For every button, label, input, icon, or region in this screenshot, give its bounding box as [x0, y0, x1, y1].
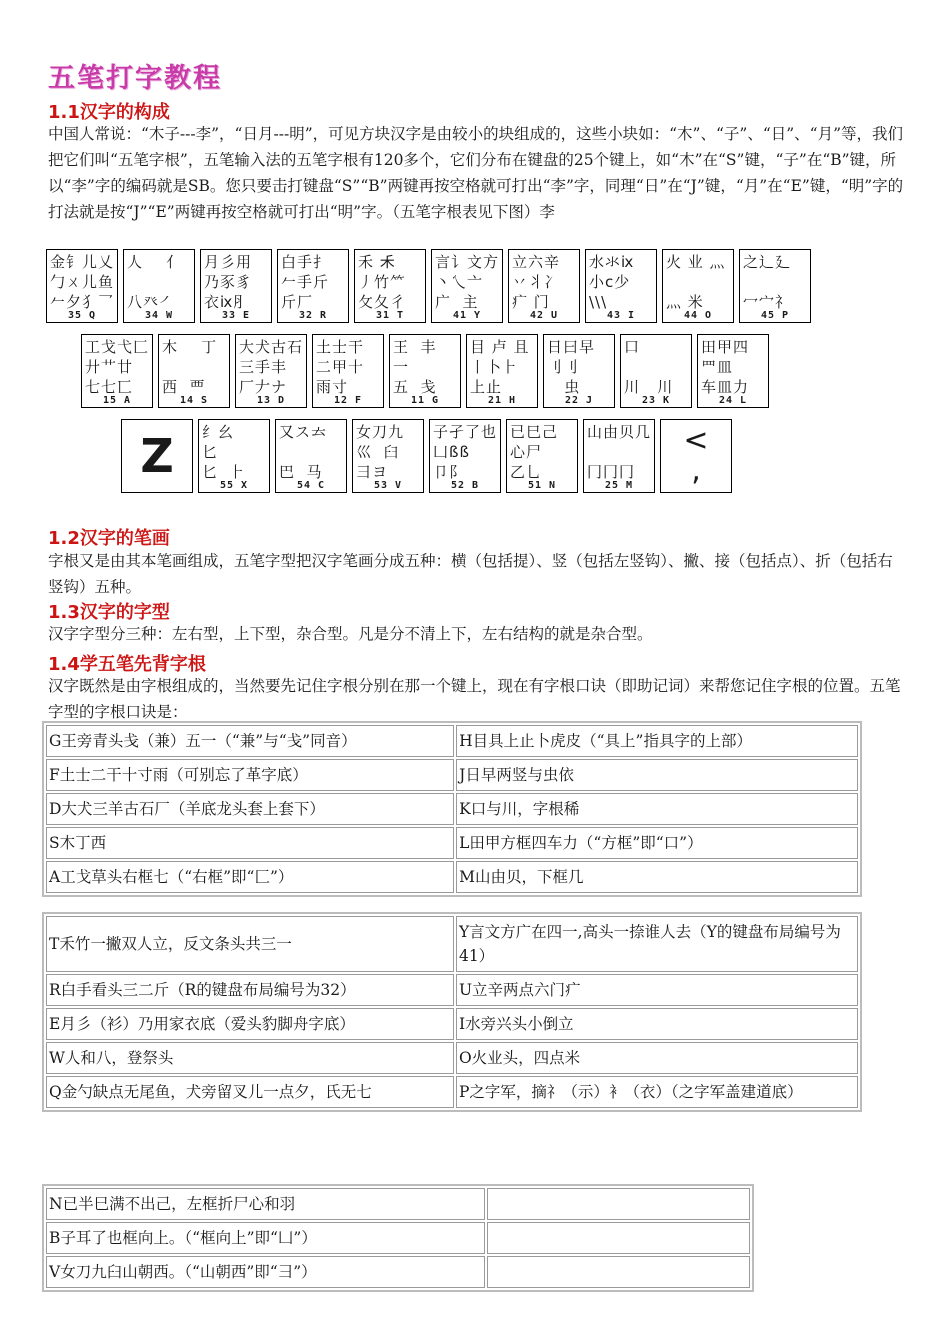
section-body-1-2: 字根又是由其本笔画组成，五笔字型把汉字笔画分成五种：横（包括提）、竖（包括左竖钩）、撇、接（包括点）、折（包括右竖钩）五种。 [48, 552, 893, 596]
key-roots: 金钅儿乂 勹ㄨ儿鱼 𠂉夕犭乛 [50, 253, 115, 311]
keyboard-key [620, 334, 692, 408]
key-code: 51 N [527, 480, 557, 491]
keyboard-key [662, 249, 734, 323]
key-punctuation: < , [683, 423, 709, 488]
key-code: 31 T [375, 310, 405, 321]
keyboard-key [277, 249, 349, 323]
key-code: 33 E [221, 310, 251, 321]
table-cell: S木丁西 [46, 827, 454, 859]
keyboard-key [235, 334, 307, 408]
keyboard-key [697, 334, 769, 408]
key-roots: 工戈弋匚 廾艹廿 七七匸 [85, 338, 150, 396]
key-roots: 目 卢 且 丨卜⺊ 上止 [470, 338, 530, 396]
table-cell: N已半巳满不出己，左框折尸心和羽 [46, 1188, 485, 1220]
keyboard-key [389, 334, 461, 408]
key-roots: 禾 𥝌 丿竹⺮ 攵夂彳 [358, 253, 407, 311]
key-roots: 大犬古石 三手丰 厂𠂇ナ [239, 338, 304, 396]
table-cell: G王旁青头戋（兼）五一（“兼”与“戋”同音） [46, 725, 454, 757]
table-cell: A工戈草头右框七（“右框”即“匚”） [46, 861, 454, 893]
keyboard-key [46, 249, 118, 323]
key-roots: 日曰早 刂刂 虫 [547, 338, 596, 396]
key-roots: 土士干 二甲十 雨寸 [316, 338, 365, 396]
table-cell [487, 1256, 750, 1288]
key-roots: 子孑了也 凵ßß 卩阝 [433, 423, 498, 481]
key-roots: 之辶廴 冖宀礻 [743, 253, 792, 311]
key-code: 35 Q [67, 310, 97, 321]
section-heading-1-3: 1.3汉字的字型 [48, 602, 170, 623]
key-roots: 人 亻 八癶㇒ [127, 253, 183, 311]
key-code: 24 L [718, 395, 748, 406]
table-cell: E月彡（衫）乃用家衣底（爱头豹脚舟字底） [46, 1008, 454, 1040]
table-cell: W人和八，登祭头 [46, 1042, 454, 1074]
keyboard-key [198, 419, 270, 493]
keyboard-key [354, 249, 426, 323]
key-code: 14 S [179, 395, 209, 406]
keyboard-key [200, 249, 272, 323]
keyboard-row-1 [46, 249, 811, 323]
table-row [46, 974, 858, 1006]
keyboard-key [352, 419, 424, 493]
key-code: 21 H [487, 395, 517, 406]
table-cell: K口与川，字根稀 [456, 793, 858, 825]
table-cell: Y言文方广在四一,高头一捺谁人去（Y的键盘布局编号为41） [456, 916, 858, 972]
section-body-1-1: 中国人常说：“木子---李”，“日月---明”，可见方块汉字是由较小的块组成的，这些小块如：“木”、“子”、“日”、“月”等，我们把它们叫“五笔字根”，五笔输入法的五笔字根有120多个，它们分布在键盘的25个键上，如“木”在“S”键，“子”在“B”键，所以“李”字的编码就是SB。您只要击打键盘“S”“B”两键再按空格就可打出“李”字，同理“日”在“J”键，“月”在“E”键，“明”字的打法就是按“J”“E”两键再按空格就可打出“明”字。（五笔字根表见下图）李 [48, 125, 904, 221]
table-row [46, 725, 858, 757]
table-cell: J日早两竖与虫依 [456, 759, 858, 791]
key-roots: 言讠文方 丶乀亠 广 主 [435, 253, 500, 311]
table-cell [487, 1222, 750, 1254]
section-heading-1-1: 1.1汉字的构成 [48, 102, 170, 123]
table-row [46, 1076, 858, 1108]
key-roots: 已巳己 心尸 乙乚 [510, 423, 559, 481]
table-cell: T禾竹一撇双人立，反文条头共三一 [46, 916, 454, 972]
table-row [46, 1008, 858, 1040]
table-cell: R白手看头三二斤（R的键盘布局编号为32） [46, 974, 454, 1006]
keyboard-key [583, 419, 655, 493]
keyboard-key [466, 334, 538, 408]
keyboard-key [543, 334, 615, 408]
table-cell [487, 1188, 750, 1220]
keyboard-key [275, 419, 347, 493]
table-row [46, 1042, 858, 1074]
key-roots: 月彡用 乃豕豸 衣ⅸ⺼ [204, 253, 253, 311]
section-heading-1-4: 1.4学五笔先背字根 [48, 654, 206, 675]
key-roots: 水氺ⅸ 小ⅽ少 \\\ [589, 253, 635, 311]
key-roots: 白手扌 𠂉手斤 斤厂 [281, 253, 330, 311]
key-roots: 王 丰 一 五 戋 [393, 338, 437, 396]
table-row [46, 759, 858, 791]
key-roots: 女刀九 巛 臼 彐ヨ [356, 423, 405, 481]
keyboard-key [585, 249, 657, 323]
table-row [46, 916, 858, 972]
key-code: 25 M [604, 480, 634, 491]
keyboard-key [312, 334, 384, 408]
table-row [46, 827, 858, 859]
key-code: 53 V [373, 480, 403, 491]
key-roots: 山由贝几 冂冂冂 [587, 423, 652, 481]
table-row [46, 1222, 750, 1254]
section-body-1-3: 汉字字型分三种：左右型，上下型，杂合型。凡是分不清上下，左右结构的就是杂合型。 [48, 625, 653, 643]
keyboard-key [506, 419, 578, 493]
roots-table-2 [42, 912, 862, 1112]
keyboard-key [429, 419, 501, 493]
keyboard-key [158, 334, 230, 408]
key-code: 32 R [298, 310, 328, 321]
keyboard-key [123, 249, 195, 323]
table-cell: P之字军，摘礻（示）衤（衣）（之字军盖建道底） [456, 1076, 858, 1108]
roots-table-1 [42, 721, 862, 897]
key-roots: 纟幺 匕 匕 ⺊ [202, 423, 246, 481]
key-code: 13 D [256, 395, 286, 406]
key-code: 11 G [410, 395, 440, 406]
table-cell: D大犬三羊古石厂（羊底龙头套上套下） [46, 793, 454, 825]
keyboard-key [81, 334, 153, 408]
section-heading-1-2: 1.2汉字的笔画 [48, 528, 170, 549]
keyboard-key [508, 249, 580, 323]
keyboard-row-2 [81, 334, 769, 408]
table-cell: H目具上止卜虎皮（“具上”指具字的上部） [456, 725, 858, 757]
key-code: 55 X [219, 480, 249, 491]
keyboard-key [431, 249, 503, 323]
key-code: 34 W [144, 310, 174, 321]
keyboard-key [660, 419, 732, 493]
key-code: 41 Y [452, 310, 482, 321]
key-code: 22 J [564, 395, 594, 406]
table-cell: M山由贝，下框几 [456, 861, 858, 893]
roots-table-3 [42, 1184, 754, 1292]
section-body-1-4: 汉字既然是由字根组成的，当然要先记住字根分别在那一个键上，现在有字根口诀（即助记词）来帮您记住字根的位置。五笔字型的字根口诀是： [48, 677, 901, 721]
key-code: 44 O [683, 310, 713, 321]
table-cell: I水旁兴头小倒立 [456, 1008, 858, 1040]
key-roots: 火 业 灬 灬 米 [666, 253, 726, 311]
table-cell: L田甲方框四车力（“方框”即“口”） [456, 827, 858, 859]
keyboard-key [739, 249, 811, 323]
key-code: 54 C [296, 480, 326, 491]
keyboard-row-3 [121, 419, 732, 493]
key-roots: 口 川 川 [624, 338, 674, 396]
key-roots: 田甲四 罒皿 车皿力 [701, 338, 750, 396]
table-cell: F土士二干十寸雨（可别忘了革字底） [46, 759, 454, 791]
table-row [46, 1256, 750, 1288]
key-roots: 木 丁 西 覀 [162, 338, 218, 396]
table-row [46, 861, 858, 893]
table-cell: V女刀九臼山朝西。（“山朝西”即“彐”） [46, 1256, 485, 1288]
key-code: 45 P [760, 310, 790, 321]
key-code: 23 K [641, 395, 671, 406]
table-row [46, 1188, 750, 1220]
key-roots: 又ス𠫓 巴 马 [279, 423, 328, 481]
key-letter: Z [140, 429, 174, 483]
keyboard-key [121, 419, 193, 493]
table-cell: Q金勺缺点无尾鱼，犬旁留叉儿一点夕，氏无七 [46, 1076, 454, 1108]
table-cell: U立辛两点六门疒 [456, 974, 858, 1006]
table-row [46, 793, 858, 825]
key-code: 43 I [606, 310, 636, 321]
table-cell: O火业头，四点米 [456, 1042, 858, 1074]
key-code: 12 F [333, 395, 363, 406]
table-cell: B子耳了也框向上。（“框向上”即“凵”） [46, 1222, 485, 1254]
key-code: 15 A [102, 395, 132, 406]
key-code: 42 U [529, 310, 559, 321]
key-roots: 立六辛 丷丬冫 疒 门 [512, 253, 561, 311]
key-code: 52 B [450, 480, 480, 491]
page-title: 五笔打字教程 [48, 63, 222, 94]
